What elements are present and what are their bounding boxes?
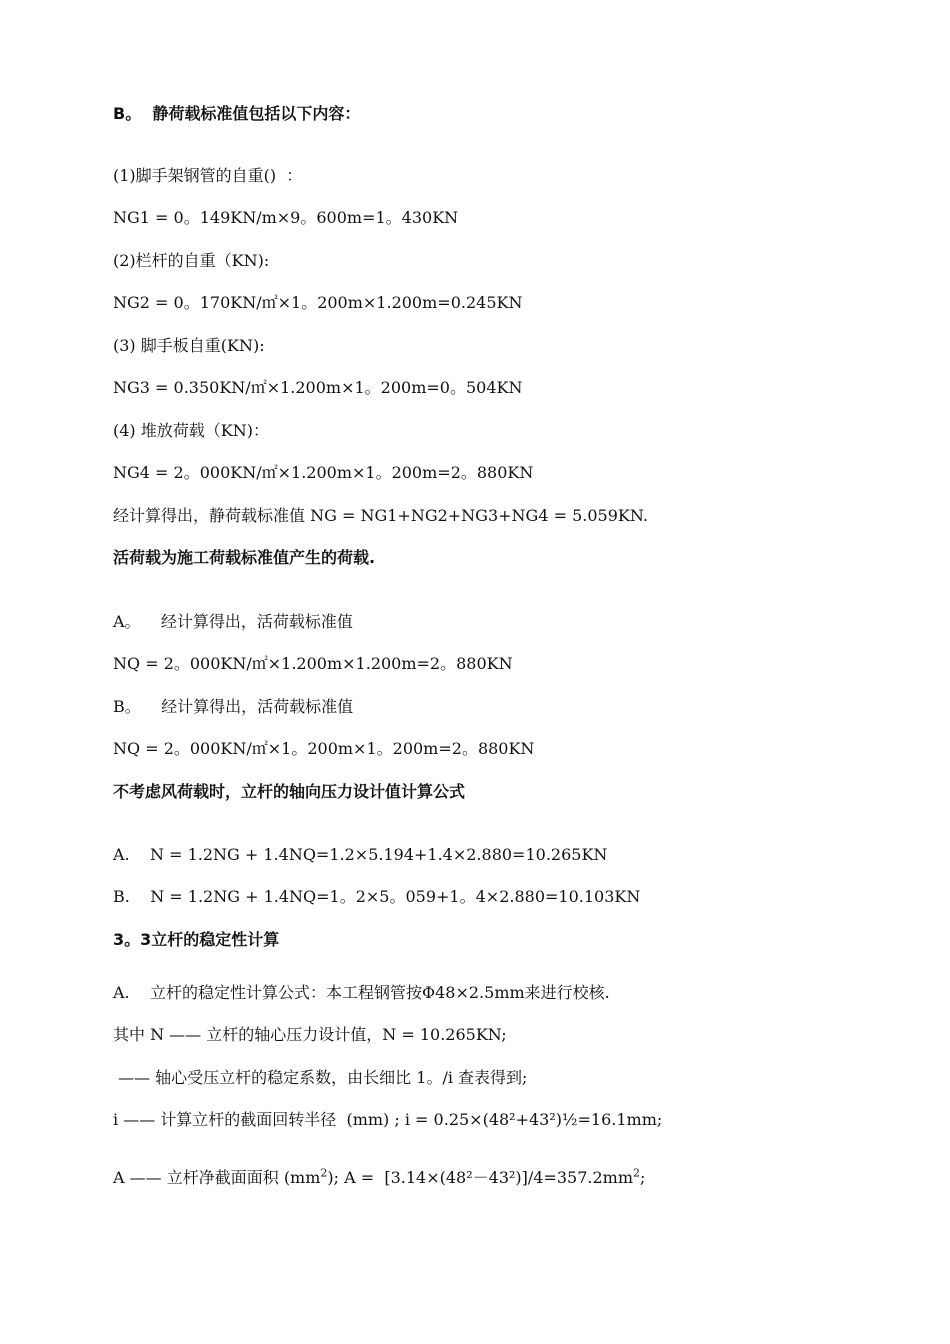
area-part1: A —— 立杆净截面面积 (mm [113,1168,321,1187]
heading-static-load: B。 静荷载标准值包括以下内容： [113,104,361,123]
text-line: (4) 堆放荷载（KN)： [113,421,269,440]
formula-line: NG3 = 0.350KN/㎡×1.200m×1。200m=0。504KN [113,378,523,397]
formula-line: NQ = 2。000KN/㎡×1.200m×1.200m=2。880KN [113,654,513,673]
text-line: —— 轴心受压立杆的稳定系数，由长细比 1。/i 查表得到; [113,1068,528,1087]
text-line: B。 经计算得出，活荷载标准值 [113,697,354,716]
area-part2: ); A = [3.14×(48²－43²)]/4=357.2mm [327,1168,634,1187]
heading-stability: 3。3立杆的稳定性计算 [113,930,280,949]
formula-line: NG2 = 0。170KN/㎡×1。200m×1.200m=0.245KN [113,293,523,312]
formula-line: i —— 计算立杆的截面回转半径 (mm) ; i = 0.25×(48²+43²)½=16.1mm; [113,1110,663,1129]
formula-line: NG1 = 0。149KN/m×9。600m=1。430KN [113,208,459,227]
text-line: 其中 N —— 立杆的轴心压力设计值，N = 10.265KN; [113,1025,507,1044]
heading-live-load: 活荷载为施工荷载标准值产生的荷载. [113,548,376,567]
text-line: 经计算得出，静荷载标准值 NG = NG1+NG2+NG3+NG4 = 5.059KN. [113,506,648,525]
heading-axial-force: 不考虑风荷载时，立杆的轴向压力设计值计算公式 [113,782,466,801]
text-line: A. 立杆的稳定性计算公式：本工程钢管按Φ48×2.5mm来进行校核. [113,983,610,1002]
formula-line-area [113,1167,645,1189]
superscript: 2 [320,1166,328,1180]
formula-line: B. N = 1.2NG + 1.4NQ=1。2×5。059+1。4×2.880=10.103KN [113,887,641,906]
text-line: (2)栏杆的自重（KN): [113,251,270,270]
formula-line: A. N = 1.2NG + 1.4NQ=1.2×5.194+1.4×2.880=10.265KN [113,845,608,864]
superscript: 2 [633,1166,641,1180]
area-part3: ; [640,1168,646,1187]
text-line: A。 经计算得出，活荷载标准值 [113,612,353,631]
formula-line: NG4 = 2。000KN/㎡×1.200m×1。200m=2。880KN [113,463,534,482]
text-line: (1)脚手架钢管的自重() ： [113,166,303,185]
formula-line: NQ = 2。000KN/㎡×1。200m×1。200m=2。880KN [113,739,535,758]
text-line: (3) 脚手板自重(KN): [113,336,265,355]
